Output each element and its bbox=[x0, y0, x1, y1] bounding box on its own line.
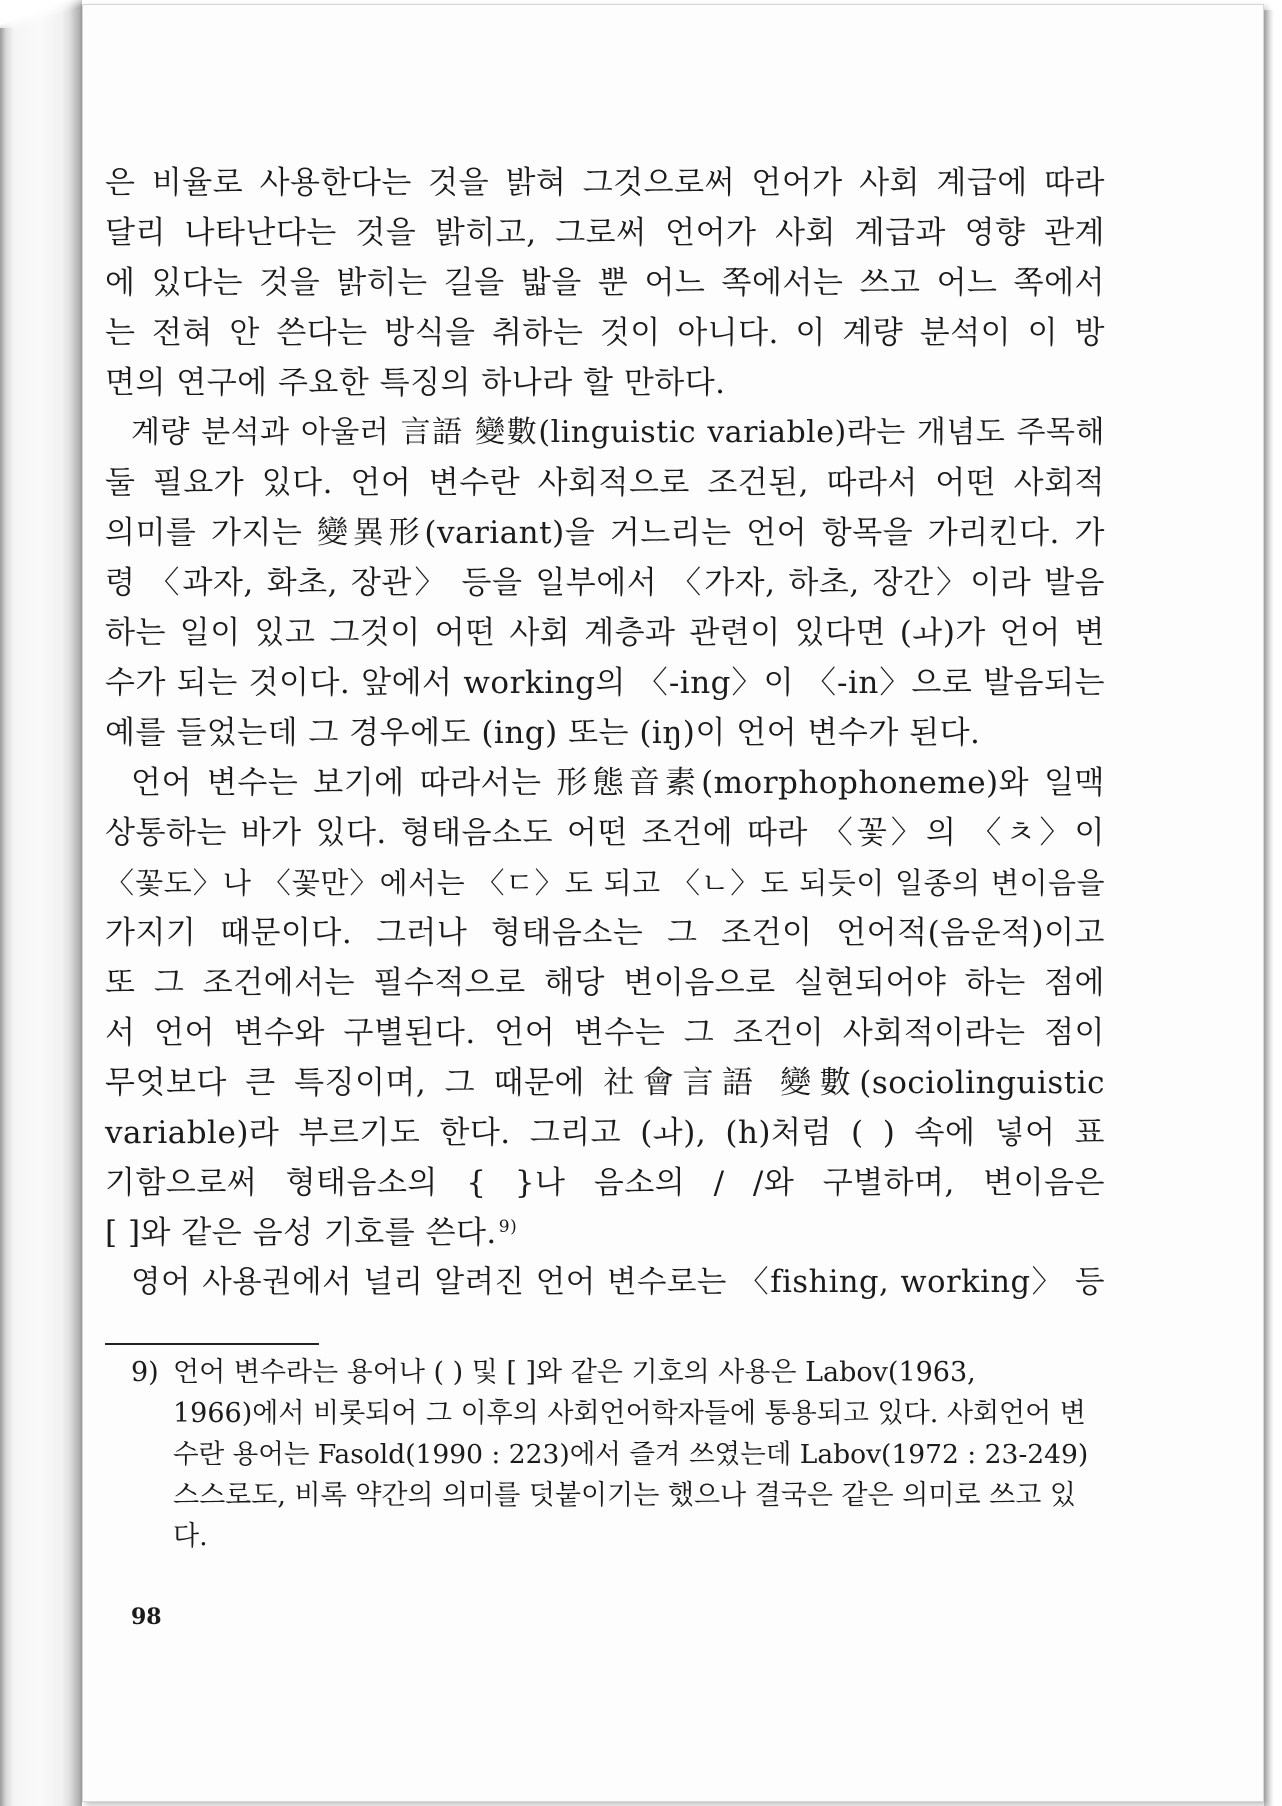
page-shadow bbox=[1264, 10, 1274, 1806]
text-line: 령 〈과자, 화초, 장관〉 등을 일부에서 〈가자, 하초, 장간〉이라 발음 bbox=[105, 565, 1105, 601]
text-line: 계량 분석과 아울러 言語 變數(linguistic variable)라는 개념도 주목해 bbox=[131, 415, 1105, 450]
text-line: 언어 변수는 보기에 따라서는 形態音素(morphophoneme)와 일맥 bbox=[131, 765, 1105, 801]
text-line: 는 전혀 안 쓴다는 방식을 취하는 것이 아니다. 이 계량 분석이 이 방 bbox=[105, 315, 1105, 351]
text-line: 무엇보다 큰 특징이며, 그 때문에 社會言語 變數(sociolinguistic bbox=[105, 1065, 1105, 1101]
text-line: 의미를 가지는 變異形(variant)을 거느리는 언어 항목을 가리킨다. 가 bbox=[105, 515, 1105, 551]
footnote-line: 수란 용어는 Fasold(1990 : 223)에서 즐겨 쓰였는데 Labov(1972 : 23-249) bbox=[173, 1439, 1089, 1470]
text-line: 예를 들었는데 그 경우에도 (ing) 또는 (iŋ)이 언어 변수가 된다. bbox=[105, 715, 981, 751]
footnote-line: 1966)에서 비롯되어 그 이후의 사회언어학자들에 통용되고 있다. 사회언어 변 bbox=[173, 1398, 1086, 1429]
text-line: 에 있다는 것을 밝히는 길을 밟을 뿐 어느 쪽에서는 쓰고 어느 쪽에서 bbox=[105, 265, 1105, 301]
text-line bbox=[105, 1208, 1105, 1258]
footnote-number: 9) bbox=[131, 1357, 159, 1388]
text-line: 면의 연구에 주요한 특징의 하나라 할 만하다. bbox=[105, 365, 726, 401]
text-line: 가지기 때문이다. 그러나 형태음소는 그 조건이 언어적(음운적)이고 bbox=[105, 915, 1105, 951]
text-line: 기함으로써 형태음소의 { }나 음소의 / /와 구별하며, 변이음은 bbox=[105, 1165, 1105, 1201]
text-line: 은 비율로 사용한다는 것을 밝혀 그것으로써 언어가 사회 계급에 따라 bbox=[105, 165, 1105, 201]
book-corner bbox=[0, 0, 90, 28]
footnote-divider bbox=[105, 1343, 319, 1345]
text-line: variable)라 부르기도 한다. 그리고 (ㅘ), (h)처럼 ( ) 속에 넣어 표 bbox=[105, 1115, 1105, 1151]
footnote bbox=[105, 1352, 1105, 1557]
text-line: 〈꽃도〉나 〈꽃만〉에서는 〈ㄷ〉도 되고 〈ㄴ〉도 되듯이 일종의 변이음을 bbox=[105, 866, 1105, 900]
footnote-text: 언어 변수라는 용어나 ( ) 및 [ ]와 같은 기호의 사용은 Labov(1963, bbox=[173, 1357, 976, 1388]
text-line: 하는 일이 있고 그것이 어떤 사회 계층과 관련이 있다면 (ㅘ)가 언어 변 bbox=[105, 615, 1105, 651]
text-line: 달리 나타난다는 것을 밝히고, 그로써 언어가 사회 계급과 영향 관계 bbox=[105, 215, 1105, 251]
text-line: 상통하는 바가 있다. 형태음소도 어떤 조건에 따라 〈꽃〉의 〈ㅊ〉이 bbox=[105, 815, 1105, 851]
text-line: 서 언어 변수와 구별된다. 언어 변수는 그 조건이 사회적이라는 점이 bbox=[105, 1015, 1105, 1051]
text-line: 수가 되는 것이다. 앞에서 working의 〈-ing〉이 〈-in〉으로 발음되는 bbox=[105, 665, 1105, 701]
footnote-reference[interactable]: 9) bbox=[498, 1216, 518, 1237]
text-line: 또 그 조건에서는 필수적으로 해당 변이음으로 실현되어야 하는 점에 bbox=[105, 965, 1105, 1001]
body-text bbox=[105, 158, 1105, 1308]
text-line-content: [ ]와 같은 음성 기호를 쓴다. bbox=[105, 1215, 497, 1251]
text-line: 둘 필요가 있다. 언어 변수란 사회적으로 조건된, 따라서 어떤 사회적 bbox=[105, 465, 1105, 501]
paragraph bbox=[105, 1258, 1105, 1308]
paragraph bbox=[105, 408, 1105, 758]
book-edge bbox=[0, 0, 82, 1806]
paragraph bbox=[105, 758, 1105, 1258]
paragraph bbox=[105, 158, 1105, 408]
footnote-line bbox=[105, 1352, 1105, 1393]
page-number: 98 bbox=[131, 1604, 162, 1630]
text-line: 영어 사용권에서 널리 알려진 언어 변수로는 〈fishing, working〉 등 bbox=[131, 1265, 1105, 1300]
footnote-line: 스스로도, 비록 약간의 의미를 덧붙이기는 했으나 결국은 같은 의미로 쓰고 있 bbox=[173, 1480, 1076, 1511]
footnote-line: 다. bbox=[173, 1521, 208, 1552]
